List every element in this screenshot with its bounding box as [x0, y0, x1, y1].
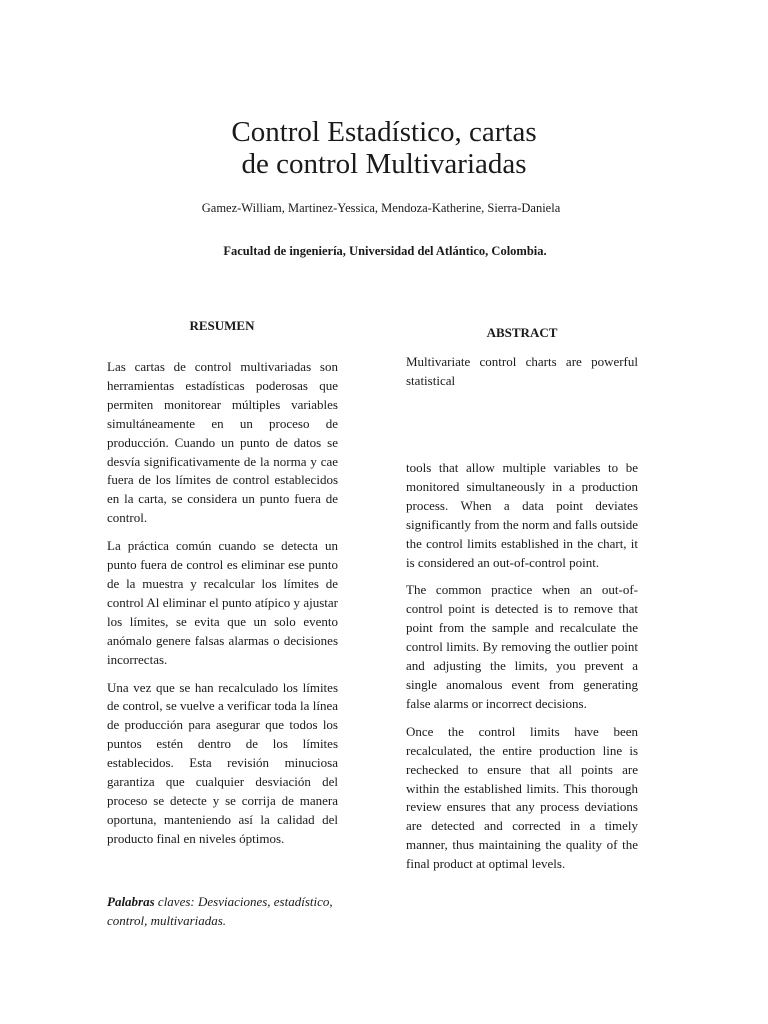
title-line-1: Control Estadístico, cartas: [231, 116, 537, 148]
keywords-label: Palabras: [107, 894, 155, 909]
abstract-paragraph-2: The common practice when an out-of-control point is detected is to remove that point from the sample and recalculate the control limits. By removing the outlier point and adjusting the limits, you prevent a single anomalous event from generating false alarms or incorrect decisions.: [406, 582, 638, 711]
paper-title: [0, 116, 768, 180]
resumen-heading: RESUMEN: [189, 318, 255, 333]
keywords-text: claves: Desviaciones, estadístico, control, multivariadas.: [107, 894, 333, 928]
resumen-paragraph-1: Las cartas de control multivariadas son herramientas estadísticas poderosas que permiten monitorear múltiples variables simultáneamente en un proceso de producción. Cuando un punto de datos se desvía significativamente de la norma y cae fuera de los límites de control establecidos en la carta, se considera un punto fuera de control.: [107, 359, 338, 526]
resumen-paragraph-3: Una vez que se han recalculado los límites de control, se vuelve a verificar toda la línea de producción para asegurar que todos los puntos estén dentro de los límites establecidos. Esta revisión minuciosa garantiza que cualquier desviación del proceso se detecte y se corrija de manera oportuna, manteniendo así la calidad del producto final en niveles óptimos.: [107, 679, 338, 846]
resumen-body: [107, 358, 338, 858]
abstract-first-fragment: [406, 353, 638, 400]
abstract-paragraph-1: tools that allow multiple variables to be monitored simultaneously in a production process. When a data point deviates significantly from the norm and falls outside the control limits established in the chart, it is considered an out-of-control point.: [406, 460, 638, 570]
keywords: [107, 892, 342, 930]
authors: Gamez-William, Martinez-Yessica, Mendoza-Katherine, Sierra-Daniela: [201, 201, 561, 215]
affiliation: Facultad de ingeniería, Universidad del Atlántico, Colombia.: [223, 244, 547, 258]
abstract-heading: ABSTRACT: [486, 325, 558, 340]
abstract-paragraph-3: Once the control limits have been recalculated, the entire production line is rechecked to ensure that all points are within the established limits. This thorough review ensures that any process deviations are detected and corrected in a timely manner, thus maintaining the quality of the final product at optimal levels.: [406, 723, 638, 872]
resumen-paragraph-2: La práctica común cuando se detecta un punto fuera de control es eliminar ese punto de la muestra y recalcular los límites de control Al eliminar el punto atípico y ajustar los límites, se evita que un solo evento anómalo genere falsas alarmas o decisiones incorrectas.: [107, 538, 338, 667]
abstract-body: [406, 459, 638, 883]
title-line-2: de control Multivariadas: [241, 148, 527, 180]
abstract-fragment: Multivariate control charts are powerful statistical: [406, 354, 638, 388]
